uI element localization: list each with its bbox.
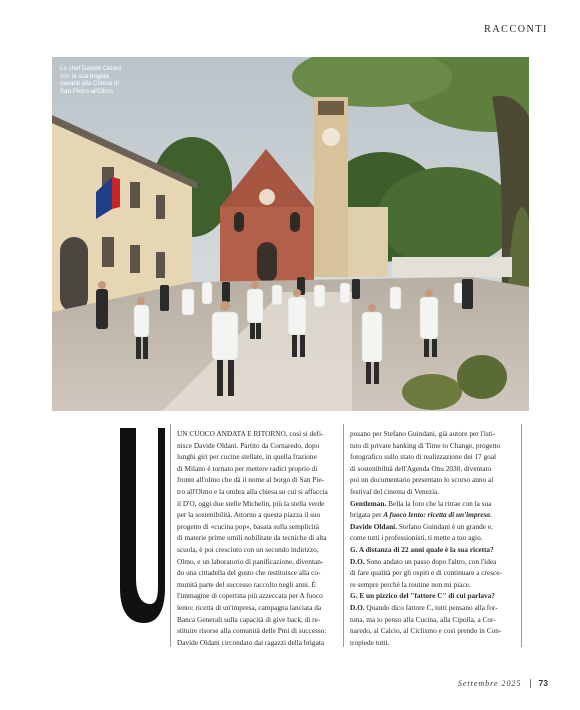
- caption-line: davanti alla Chiesa di: [60, 80, 119, 88]
- page-number: 73: [538, 678, 548, 688]
- column-rule: [343, 424, 344, 647]
- text-line: per la sostenibilità. Attorno a questa piazza il suo: [177, 510, 321, 520]
- text-run: Sono andato un passo dopo l'altro, con l'idea: [364, 556, 497, 566]
- text-line: festival del cinema di Venezia.: [350, 486, 440, 496]
- text-line: lunghi giri per cucine stellate, in quella frazione: [177, 452, 317, 462]
- article-column-1: [177, 428, 337, 648]
- speaker-label: Davide Oldani.: [350, 521, 398, 531]
- text-line: progetto di «cucina pop», basata sulla semplicità: [177, 521, 320, 531]
- text-line: tro all'Olmo e la ombra alla chiesa su cui si affaccia: [177, 486, 328, 496]
- text-line: UN CUOCO ANDATA E RITORNO, così si defi-: [177, 429, 324, 438]
- text-line: di fare qualità per gli ospiti e di continuare a cresce-: [350, 568, 502, 578]
- text-line: di materie prime umili nobilitate da tecniche di alta: [177, 533, 327, 543]
- answer-line: [350, 602, 510, 614]
- section-label: RACCONTI: [484, 24, 548, 35]
- text-line: nisce Davide Oldani. Partito da Cornaredo, dopo: [177, 440, 320, 450]
- text-run: brigata per: [350, 510, 384, 520]
- photo-illustration: [52, 57, 529, 411]
- interview-line: [350, 498, 510, 510]
- text-run: Stefano Guindani è un grande e,: [397, 521, 493, 531]
- text-run: Quando dico fattore C, tutti pensano alla for-: [364, 602, 498, 612]
- text-line: stituire risorse alla comunità delle Pmi di successo:: [177, 626, 327, 636]
- text-line: tuna, ma io penso alla Cucina, alla Cipolla, a Cor-: [350, 614, 496, 624]
- interview-line: [350, 509, 510, 521]
- text-line: fronte all'olmo che dà il nome al borgo di San Pie-: [177, 475, 325, 485]
- question-line: G. E un pizzico del "fattore C" di cui parlava?: [350, 591, 495, 601]
- cover-photo: [52, 57, 529, 411]
- column-rule: [170, 424, 171, 647]
- issue-date: Settembre 2025: [457, 678, 522, 688]
- question-line: G. A distanza di 22 anni quale è la sua ricetta?: [350, 544, 494, 554]
- answer-line: [350, 556, 510, 568]
- text-line: naredo, al Calcio, al Ciclismo e così prendo in Con-: [350, 626, 502, 636]
- text-line: scuola, è poi cresciuto con un secondo indirizzo,: [177, 544, 319, 554]
- speaker-label: Gentleman.: [350, 498, 387, 508]
- text-line: Banca Generali sulla capacità di give back, di re-: [177, 614, 321, 624]
- text-line: do una cittadella del gusto che restituisce alla co-: [177, 568, 321, 578]
- text-line: il D'O, oggi due stelle Michelin, più la stella verde: [177, 498, 325, 508]
- dropcap-letter: [120, 428, 165, 623]
- text-line: come tutti i professionisti, ti mette a tuo agio.: [350, 533, 483, 543]
- caption-line: San Pietro all'Olmo.: [60, 87, 115, 95]
- text-line: tuto di private banking di Time to Change, progetto: [350, 440, 501, 450]
- text-line: poi un documentario presentato lo scorso anno al: [350, 475, 494, 485]
- speaker-label: D.O.: [350, 556, 365, 566]
- photo-caption: [60, 65, 150, 95]
- text-line: Davide Oldani circondato dai ragazzi della brigata: [177, 637, 325, 647]
- campaign-title: A fuoco lento: ricetta di un'impresa: [383, 510, 491, 520]
- text-line: Olmo, e un laboratorio di panificazione, diventan-: [177, 556, 324, 566]
- article-column-2: [350, 428, 510, 648]
- text-line: posano per Stefano Guindani, già autore per l'isti-: [350, 429, 496, 438]
- text-line: l'immagine di copertina più azzeccata per A fuoco: [177, 591, 323, 601]
- footer-separator: [530, 679, 531, 688]
- text-line: di sostenibilità dell'Agenda Onu 2030, diventato: [350, 463, 492, 473]
- text-line: di Milano è tornato per mettere radici proprio di: [177, 463, 318, 473]
- text-line: fotografico sullo stato di realizzazione dei 17 goal: [350, 452, 497, 462]
- text-run: Bella la foto che la ritrae con la sua: [386, 498, 492, 508]
- text-run: .: [490, 510, 492, 520]
- caption-line: con la sua brigata: [60, 72, 109, 80]
- interview-line: [350, 521, 510, 533]
- column-rule: [521, 424, 522, 647]
- caption-line: Lo chef Davide Oldani: [60, 65, 121, 72]
- speaker-label: D.O.: [350, 602, 365, 612]
- text-line: tropiede tutti.: [350, 637, 390, 647]
- page-footer: [458, 678, 548, 688]
- text-line: munità parte del successo raccolto negli anni. È: [177, 579, 316, 589]
- text-line: re sempre perché la routine non mi piace.: [350, 579, 471, 589]
- text-line: lento: ricetta di un'impresa, campagna lanciata da: [177, 602, 322, 612]
